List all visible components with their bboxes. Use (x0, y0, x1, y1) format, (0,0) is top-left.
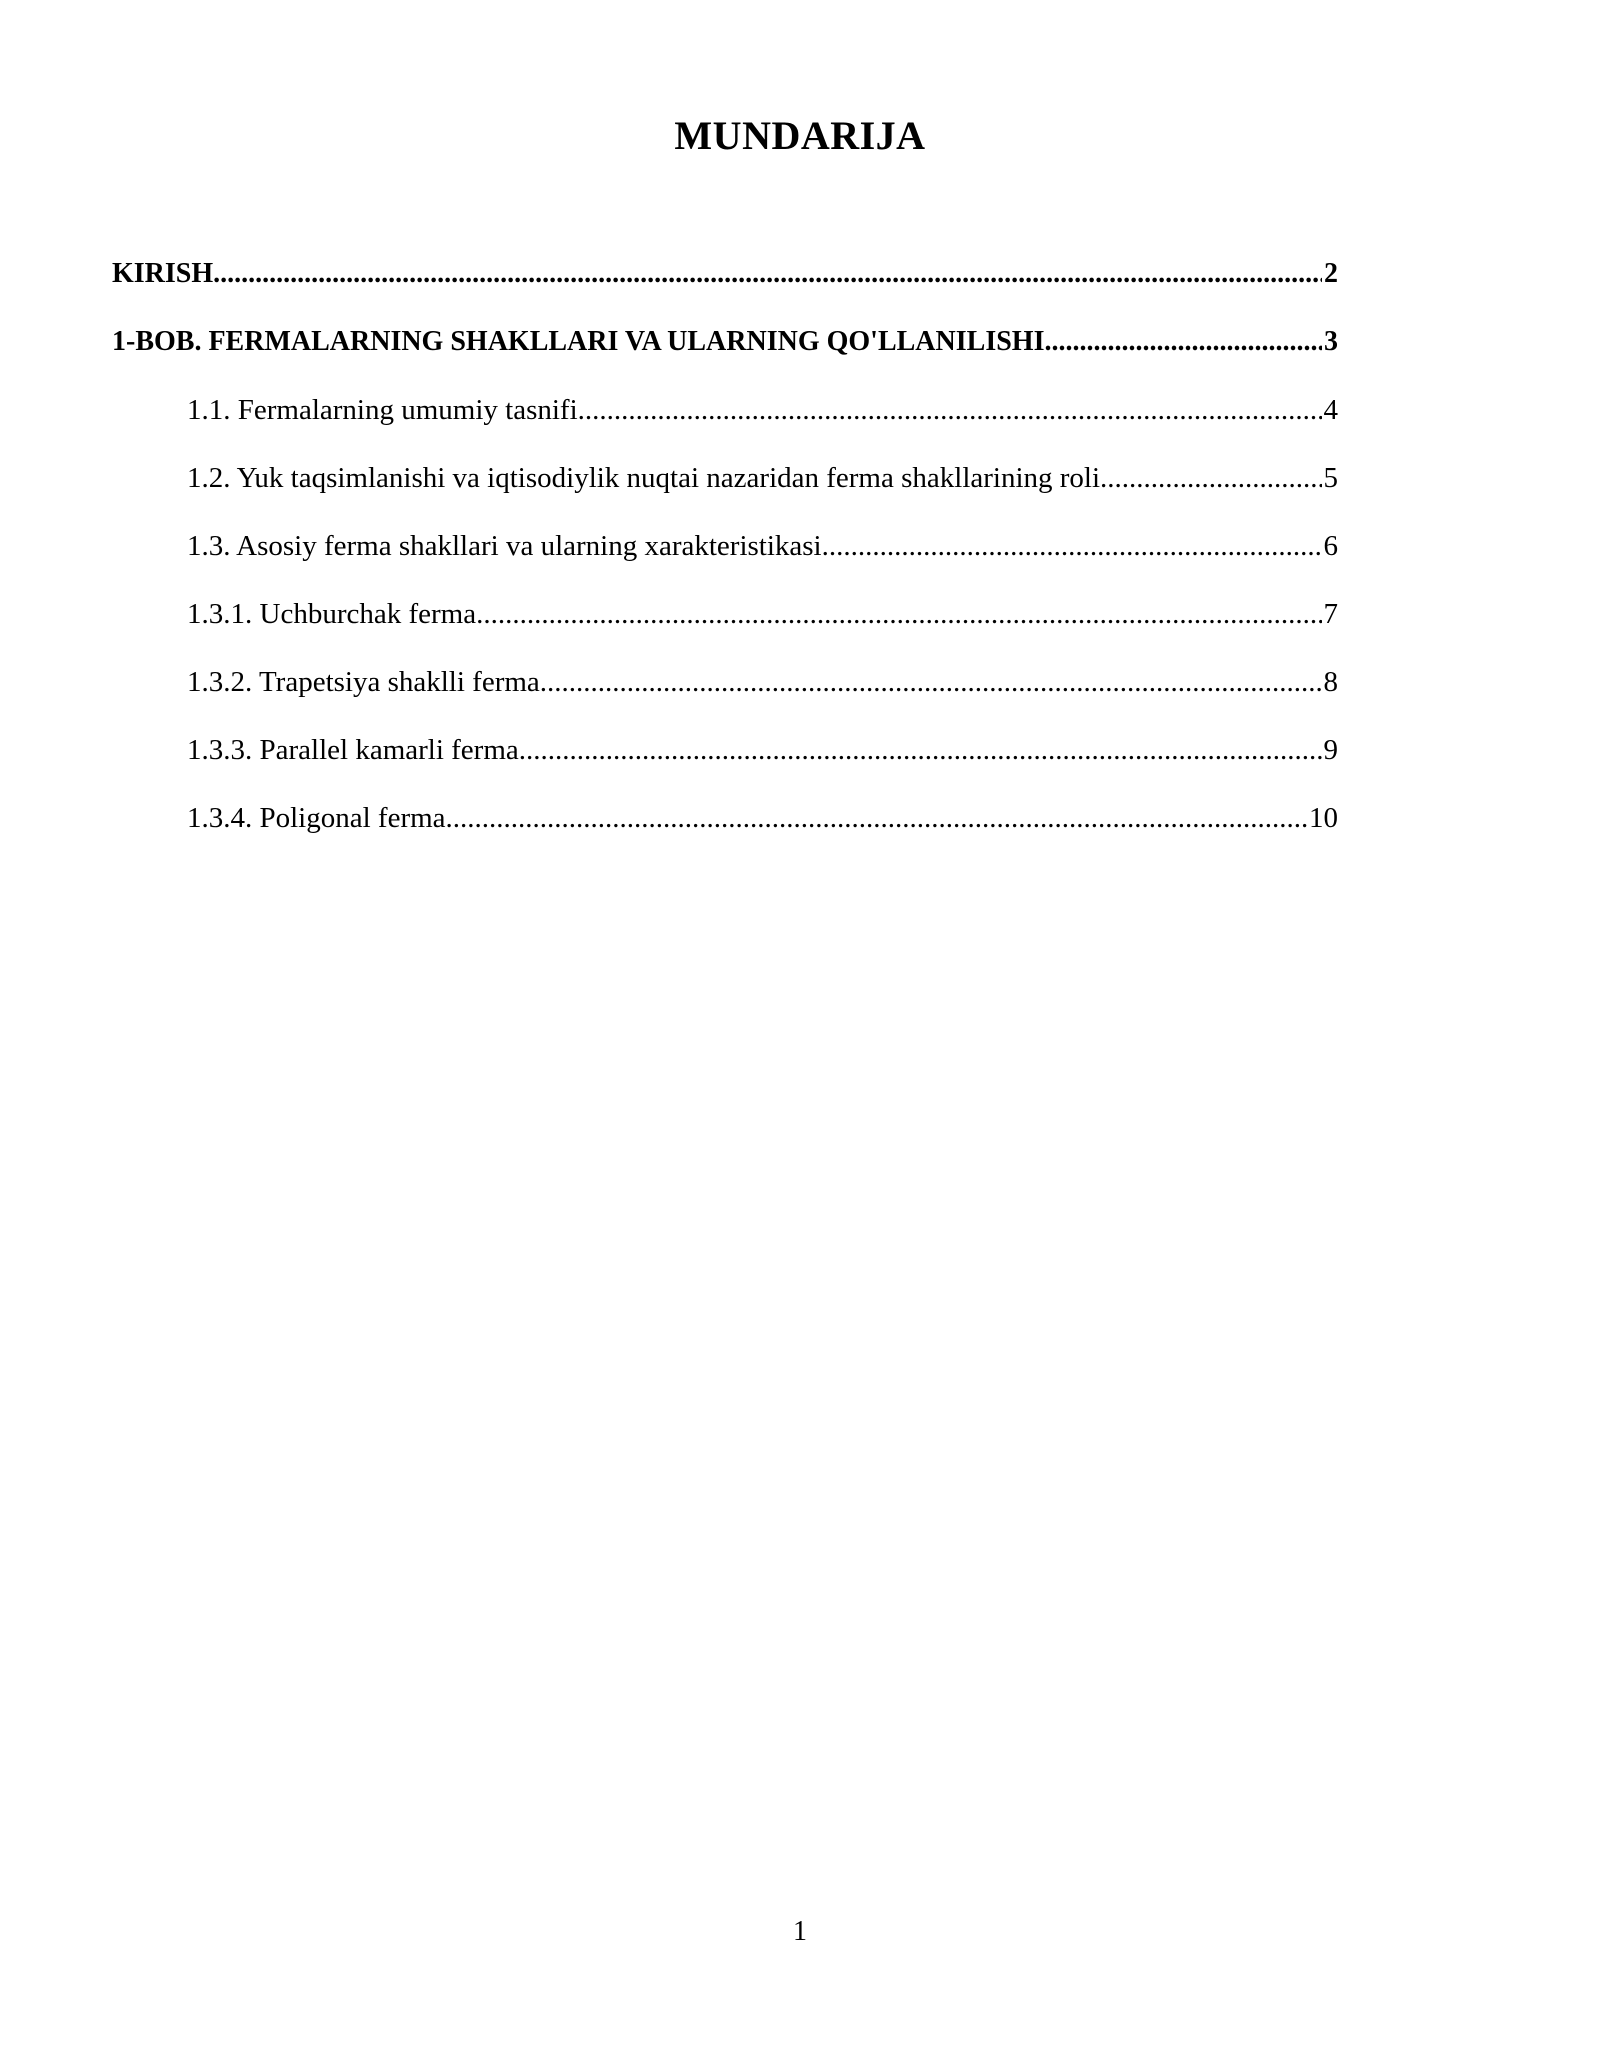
toc-entry-page: 9 (1323, 734, 1338, 766)
toc-entry-page: 7 (1323, 598, 1338, 630)
toc-entry-title: 1.1. Fermalarning umumiy tasnifi (187, 394, 578, 426)
toc-entry-chapter-1[interactable] (112, 321, 1338, 389)
toc-entry-page: 4 (1323, 394, 1338, 426)
toc-entry-kirish[interactable] (112, 253, 1338, 321)
toc-dot-leader (1044, 321, 1322, 363)
toc-dot-leader (540, 661, 1322, 703)
toc-entry-title: 1.3.1. Uchburchak ferma (187, 598, 477, 630)
page-title: MUNDARIJA (674, 113, 926, 158)
toc-entry-title: 1.3.3. Parallel kamarli ferma (187, 734, 519, 766)
toc-entry-page: 10 (1309, 802, 1338, 834)
toc-entry-1-1[interactable] (112, 389, 1338, 457)
toc-dot-leader (446, 797, 1307, 839)
toc-entry-1-3-3[interactable] (112, 729, 1338, 797)
toc-entry-page: 5 (1323, 462, 1338, 494)
toc-dot-leader (476, 593, 1321, 635)
page-number: 1 (793, 1916, 807, 1947)
toc-entry-page: 6 (1323, 530, 1338, 562)
toc-entry-1-3-1[interactable] (112, 593, 1338, 661)
toc-entry-title: 1.3. Asosiy ferma shakllari va ularning xarakteristikasi (187, 530, 822, 562)
toc-dot-leader (213, 253, 1322, 295)
toc-entry-page: 3 (1324, 326, 1338, 357)
toc-dot-leader (519, 729, 1322, 771)
toc-entry-page: 8 (1323, 666, 1338, 698)
toc-dot-leader (1100, 457, 1321, 499)
toc-entry-1-3[interactable] (112, 525, 1338, 593)
toc-entry-title: KIRISH (112, 258, 214, 289)
toc-entry-1-2[interactable] (112, 457, 1338, 525)
toc-dot-leader (822, 525, 1322, 567)
toc-entry-1-3-4[interactable] (112, 797, 1338, 865)
toc-entry-1-3-2[interactable] (112, 661, 1338, 729)
toc-entry-title: 1.2. Yuk taqsimlanishi va iqtisodiylik nuqtai nazaridan ferma shakllarining roli (187, 462, 1101, 494)
table-of-contents (112, 253, 1338, 865)
toc-entry-title: 1-BOB. FERMALARNING SHAKLLARI VA ULARNING QO'LLANILISHI (112, 326, 1045, 357)
toc-entry-page: 2 (1324, 258, 1338, 289)
toc-entry-title: 1.3.2. Trapetsiya shaklli ferma (187, 666, 540, 698)
toc-entry-title: 1.3.4. Poligonal ferma (187, 802, 446, 834)
toc-dot-leader (578, 389, 1322, 431)
